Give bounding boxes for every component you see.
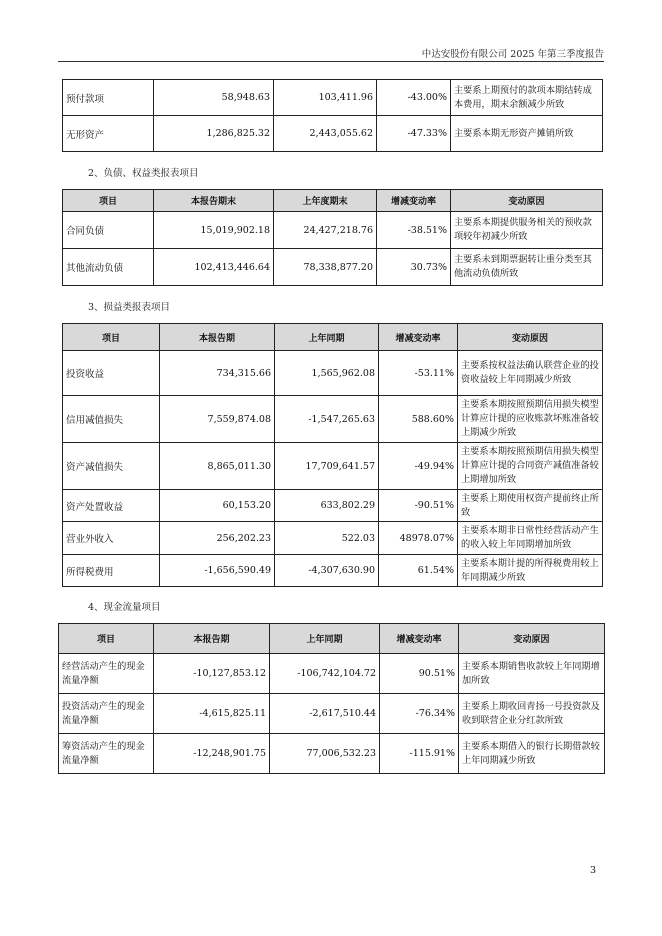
header-previous: 上年同期 — [275, 324, 379, 351]
current-value-cell: 15,019,902.18 — [154, 212, 274, 249]
item-cell: 预付款项 — [63, 80, 154, 116]
change-rate-cell: -115.91% — [380, 734, 459, 774]
table-header-row — [63, 324, 603, 351]
reason-cell: 主要系本期计提的所得税费用较上年同期减少所致 — [458, 555, 603, 587]
current-value-cell: 102,413,446.64 — [154, 249, 274, 286]
section-title-liabilities: 2、负债、权益类报表项目 — [88, 168, 199, 179]
previous-value-cell: 2,443,055.62 — [274, 116, 377, 152]
item-cell: 营业外收入 — [63, 522, 160, 555]
change-rate-cell: 61.54% — [379, 555, 458, 587]
change-rate-cell: -38.51% — [377, 212, 451, 249]
reason-cell: 主要系上期预付的款项本期结转成本费用，期末余额减少所致 — [451, 80, 603, 116]
item-cell: 资产处置收益 — [63, 490, 160, 522]
table-row — [63, 522, 603, 555]
reason-cell: 主要系本期非日常性经营活动产生的收入较上年同期增加所致 — [458, 522, 603, 555]
header-item: 项目 — [63, 190, 154, 212]
item-cell: 投资收益 — [63, 351, 160, 396]
previous-value-cell: -106,742,104.72 — [270, 654, 380, 694]
change-rate-cell: 30.73% — [377, 249, 451, 286]
asset-items-table — [62, 79, 603, 152]
change-rate-cell: -49.94% — [379, 443, 458, 490]
reason-cell: 主要系本期无形资产摊销所致 — [451, 116, 603, 152]
table-row — [63, 396, 603, 443]
liabilities-equity-table — [62, 189, 603, 286]
header-previous: 上年度期末 — [274, 190, 377, 212]
reason-cell: 主要系本期按照预期信用损失模型计算应计提的应收账款坏账准备较上期减少所致 — [458, 396, 603, 443]
header-item: 项目 — [63, 324, 160, 351]
table-row — [63, 351, 603, 396]
reason-cell: 主要系本期销售收款较上年同期增加所致 — [459, 654, 605, 694]
header-change: 增减变动率 — [379, 324, 458, 351]
current-value-cell: 1,286,825.32 — [154, 116, 274, 152]
table-header-row — [59, 624, 605, 654]
item-cell: 所得税费用 — [63, 555, 160, 587]
header-divider — [58, 61, 604, 62]
table-row — [63, 212, 603, 249]
change-rate-cell: -90.51% — [379, 490, 458, 522]
reason-cell: 主要系按权益法确认联营企业的投资收益较上年同期减少所致 — [458, 351, 603, 396]
previous-value-cell: 522.03 — [275, 522, 379, 555]
current-value-cell: 8,865,011.30 — [160, 443, 275, 490]
header-reason: 变动原因 — [458, 324, 603, 351]
table-row — [63, 490, 603, 522]
previous-value-cell: -1,547,265.63 — [275, 396, 379, 443]
item-cell: 经营活动产生的现金流量净额 — [59, 654, 154, 694]
current-value-cell: 58,948.63 — [154, 80, 274, 116]
current-value-cell: 256,202.23 — [160, 522, 275, 555]
current-value-cell: -10,127,853.12 — [154, 654, 270, 694]
table-row — [59, 654, 605, 694]
header-reason: 变动原因 — [451, 190, 603, 212]
change-rate-cell: -43.00% — [377, 80, 451, 116]
previous-value-cell: 633,802.29 — [275, 490, 379, 522]
reason-cell: 主要系上期使用权资产提前终止所致 — [458, 490, 603, 522]
current-value-cell: -12,248,901.75 — [154, 734, 270, 774]
previous-value-cell: 17,709,641.57 — [275, 443, 379, 490]
table-row — [63, 443, 603, 490]
item-cell: 合同负债 — [63, 212, 154, 249]
header-current: 本报告期末 — [154, 190, 274, 212]
table-row — [63, 116, 603, 152]
previous-value-cell: -4,307,630.90 — [275, 555, 379, 587]
current-value-cell: 734,315.66 — [160, 351, 275, 396]
current-value-cell: -1,656,590.49 — [160, 555, 275, 587]
item-cell: 无形资产 — [63, 116, 154, 152]
table-row — [59, 694, 605, 734]
change-rate-cell: -53.11% — [379, 351, 458, 396]
current-value-cell: 7,559,874.08 — [160, 396, 275, 443]
current-value-cell: -4,615,825.11 — [154, 694, 270, 734]
previous-value-cell: 77,006,532.23 — [270, 734, 380, 774]
item-cell: 筹资活动产生的现金流量净额 — [59, 734, 154, 774]
change-rate-cell: 48978.07% — [379, 522, 458, 555]
change-rate-cell: 90.51% — [380, 654, 459, 694]
reason-cell: 主要系本期借入的银行长期借款较上年同期减少所致 — [459, 734, 605, 774]
income-statement-table — [62, 323, 603, 587]
table-row — [59, 734, 605, 774]
reason-cell: 主要系本期提供服务相关的预收款项较年初减少所致 — [451, 212, 603, 249]
item-cell: 资产减值损失 — [63, 443, 160, 490]
page-number: 3 — [589, 865, 596, 876]
previous-value-cell: 1,565,962.08 — [275, 351, 379, 396]
table-header-row — [63, 190, 603, 212]
header-current: 本报告期 — [154, 624, 270, 654]
previous-value-cell: 24,427,218.76 — [274, 212, 377, 249]
section-title-income: 3、损益类报表项目 — [88, 302, 171, 313]
header-item: 项目 — [59, 624, 154, 654]
item-cell: 投资活动产生的现金流量净额 — [59, 694, 154, 734]
item-cell: 其他流动负债 — [63, 249, 154, 286]
current-value-cell: 60,153.20 — [160, 490, 275, 522]
header-reason: 变动原因 — [459, 624, 605, 654]
item-cell: 信用减值损失 — [63, 396, 160, 443]
report-header-title: 中达安股份有限公司 2025 年第三季度报告 — [421, 49, 604, 60]
table-row — [63, 555, 603, 587]
change-rate-cell: -76.34% — [380, 694, 459, 734]
header-change: 增减变动率 — [380, 624, 459, 654]
header-previous: 上年同期 — [270, 624, 380, 654]
previous-value-cell: 78,338,877.20 — [274, 249, 377, 286]
section-title-cashflow: 4、现金流量项目 — [88, 602, 161, 613]
change-rate-cell: -47.33% — [377, 116, 451, 152]
previous-value-cell: -2,617,510.44 — [270, 694, 380, 734]
header-current: 本报告期 — [160, 324, 275, 351]
header-change: 增减变动率 — [377, 190, 451, 212]
reason-cell: 主要系本期按照预期信用损失模型计算应计提的合同资产减值准备较上期增加所致 — [458, 443, 603, 490]
table-row — [63, 80, 603, 116]
previous-value-cell: 103,411.96 — [274, 80, 377, 116]
reason-cell: 主要系上期收回青扬一号投资款及收到联营企业分红款所致 — [459, 694, 605, 734]
reason-cell: 主要系未到期票据转让重分类至其他流动负债所致 — [451, 249, 603, 286]
cash-flow-table — [58, 623, 605, 774]
table-row — [63, 249, 603, 286]
change-rate-cell: 588.60% — [379, 396, 458, 443]
